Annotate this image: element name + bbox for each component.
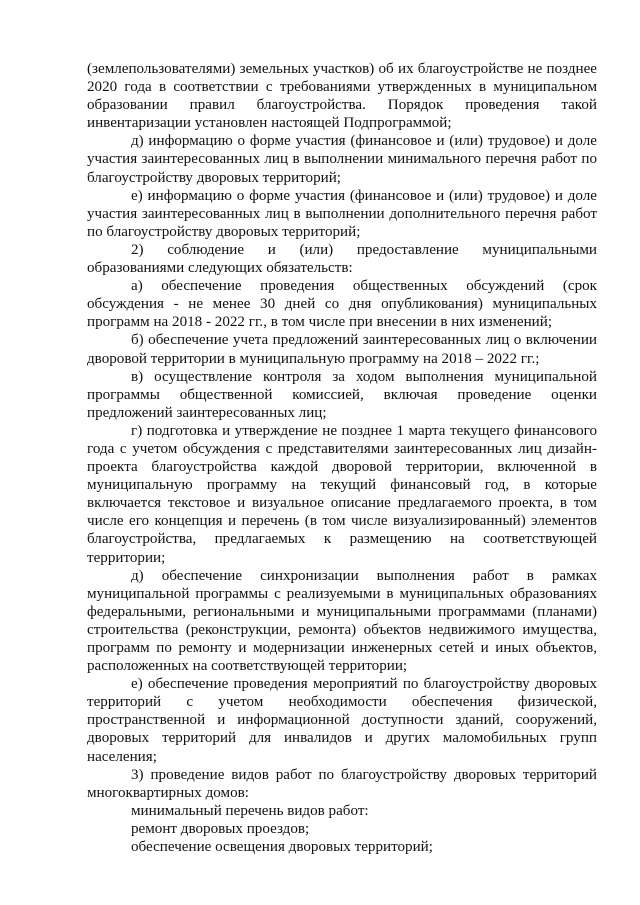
paragraph-section-2: 2) соблюдение и (или) предоставление муниципальными образованиями следующих обязательств: xyxy=(87,241,597,277)
paragraph-item-b: б) обеспечение учета предложений заинтересованных лиц о включении дворовой территории в муниципальную программу на 2018 – 2022 гг.; xyxy=(87,332,597,367)
paragraph-item-a: а) обеспечение проведения общественных обсуждений (срок обсуждения - не менее 30 дней со дня опубликования) муниципальных программ на 2018 - 2022 гг., в том числе при внесении в них изменений; xyxy=(87,278,597,331)
list-item-minimal-works: минимальный перечень видов работ: xyxy=(131,802,369,819)
paragraph-item-d-sync: д) обеспечение синхронизации выполнения работ в рамках муниципальной программы с реализуемыми в муниципальных образованиях федеральными, региональными и муниципальными программами (планами) строительства (реконструкции, ремонта) объектов недвижимого имущества, программ по ремонту и модернизации инженерных сетей и иных объектов, расположенных на соответствующей территории; xyxy=(87,567,597,675)
list-item-road-repair: ремонт дворовых проездов; xyxy=(131,820,310,837)
paragraph-section-3: 3) проведение видов работ по благоустройству дворовых территорий многоквартирных домов: xyxy=(87,766,597,801)
paragraph-item-v: в) осуществление контроля за ходом выполнения муниципальной программы общественной комиссией, включая проведение оценки предложений заинтересованных лиц; xyxy=(87,368,597,421)
document-page xyxy=(87,60,597,856)
paragraph-item-g: г) подготовка и утверждение не позднее 1 марта текущего финансового года с учетом обсуждения с представителями заинтересованных лиц дизайн-проекта благоустройства каждой дворовой территории, включенной в муниципальную программу на текущий финансовый год, в которые включается текстовое и визуальное описание предлагаемого проекта, в том числе его концепция и перечень (в том числе визуализированный) элементов благоустройства, предлагаемых к размещению на соответствующей территории; xyxy=(87,422,597,566)
paragraph-item-e-accessibility: е) обеспечение проведения мероприятий по благоустройству дворовых территорий с учетом необходимости обеспечения физической, пространственной и информационной доступности зданий, сооружений, дворовых территорий для инвалидов и других маломобильных групп населения; xyxy=(87,676,597,765)
list-item-lighting: обеспечение освещения дворовых территорий; xyxy=(131,839,433,856)
paragraph-item-d-info: д) информацию о форме участия (финансовое и (или) трудовое) и доле участия заинтересованных лиц в выполнении минимального перечня работ по благоустройству дворовых территорий; xyxy=(87,133,597,186)
paragraph-item-e-info: е) информацию о форме участия (финансовое и (или) трудовое) и доле участия заинтересованных лиц в выполнении дополнительного перечня работ по благоустройству дворовых территорий; xyxy=(87,187,597,240)
paragraph-continuation: (землепользователями) земельных участков) об их благоустройстве не позднее 2020 года в соответствии с требованиями утвержденных в муниципальном образовании правил благоустройства. Порядок проведения такой инвентаризации установлен настоящей Подпрограммой; xyxy=(87,61,597,132)
